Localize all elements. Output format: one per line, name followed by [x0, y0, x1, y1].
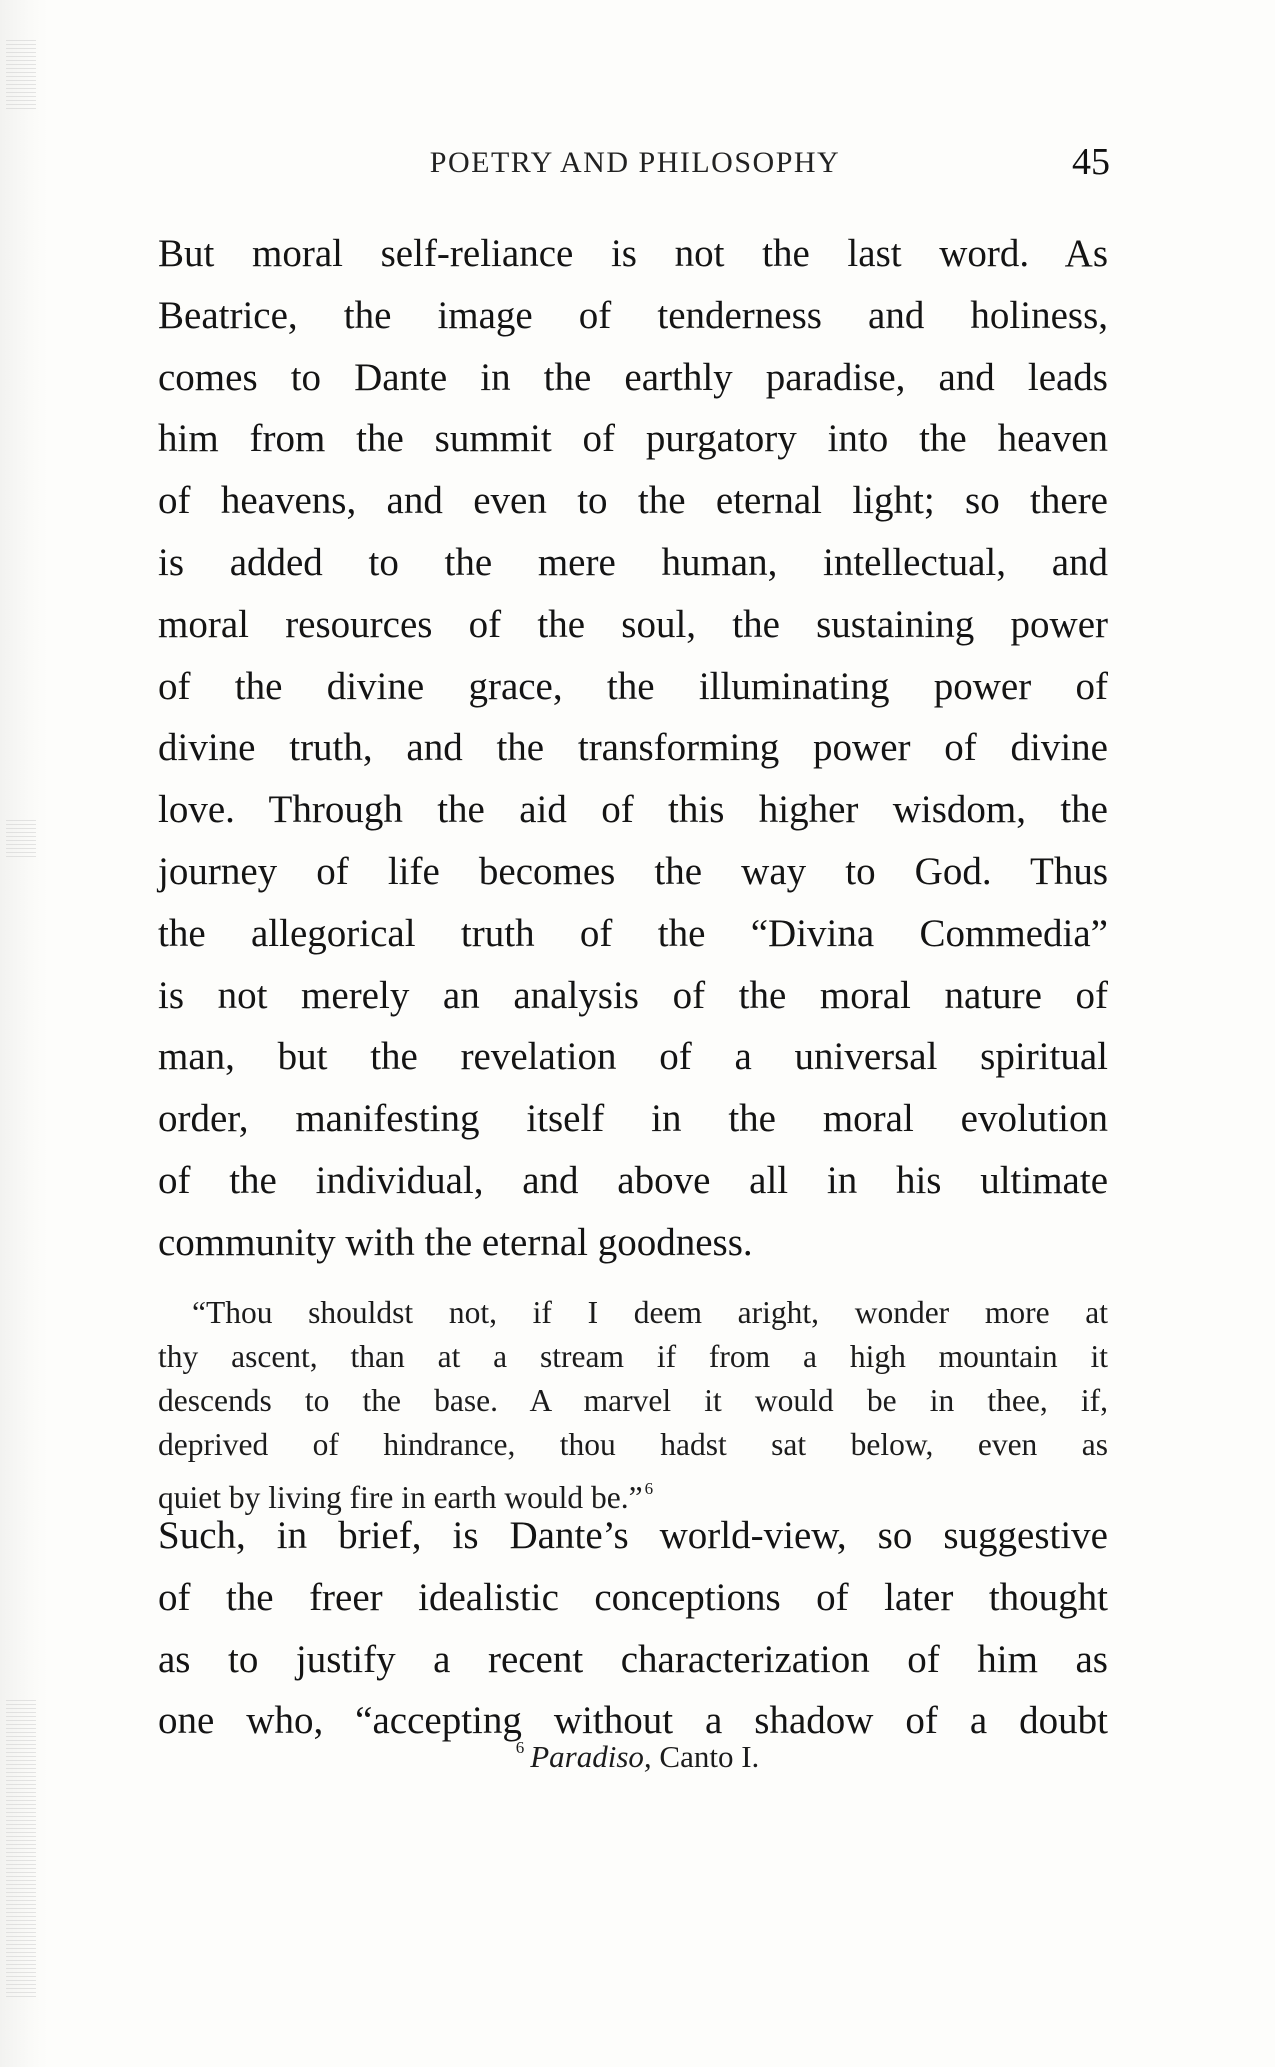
quote-line: descends to the base. A marvel it would be in thee, if, — [158, 1383, 1108, 1418]
text-line: is added to the mere human, intellectual, and — [158, 540, 1108, 584]
text-line: of the divine grace, the illuminating power of — [158, 664, 1108, 708]
text-line: of heavens, and even to the eternal light; so there — [158, 479, 1108, 523]
text-line: man, but the revelation of a universal spiritual — [158, 1035, 1108, 1079]
quote-line: “Thou shouldst not, if I deem aright, wonder more at — [192, 1295, 1108, 1330]
footnote-text: Canto I. — [651, 1739, 760, 1774]
footnote-reference: 6 — [644, 1479, 654, 1498]
quote-line: thy ascent, than at a stream if from a high mountain it — [158, 1339, 1108, 1374]
page-header — [160, 140, 1110, 200]
body-paragraph — [158, 1505, 1108, 1752]
block-quote — [158, 1291, 1108, 1520]
text-line: as to justify a recent characterization of him as — [158, 1637, 1108, 1681]
text-line: journey of life becomes the way to God. Thus — [158, 849, 1108, 893]
footnote-number: 6 — [515, 1738, 525, 1757]
running-head: POETRY AND PHILOSOPHY — [429, 146, 841, 179]
text-line: of the individual, and above all in his ultimate — [158, 1158, 1108, 1202]
quote-line-text: quiet by living fire in earth would be.” — [158, 1480, 643, 1515]
text-line: divine truth, and the transforming power of divine — [158, 726, 1108, 770]
text-line: Such, in brief, is Dante’s world-view, so suggestive — [158, 1514, 1108, 1557]
text-line: one who, “accepting without a shadow of a doubt — [158, 1699, 1108, 1743]
text-line: order, manifesting itself in the moral evolution — [158, 1097, 1108, 1141]
text-line: comes to Dante in the earthly paradise, and leads — [158, 355, 1108, 399]
text-line: But moral self-reliance is not the last word. As — [158, 232, 1108, 275]
text-line: love. Through the aid of this higher wisdom, the — [158, 788, 1108, 832]
scan-artifact — [6, 820, 36, 860]
text-line: him from the summit of purgatory into the heaven — [158, 417, 1108, 461]
footnote-title: Paradiso, — [530, 1739, 652, 1774]
scan-artifact — [6, 40, 36, 110]
text-line: moral resources of the soul, the sustaining power — [158, 602, 1108, 646]
text-line: is not merely an analysis of the moral nature of — [158, 973, 1108, 1017]
text-line: Beatrice, the image of tenderness and holiness, — [158, 293, 1108, 337]
footnote — [0, 1738, 1275, 1775]
body-paragraph — [158, 223, 1108, 1274]
page-number: 45 — [1072, 141, 1110, 183]
text-line: community with the eternal goodness. — [158, 1220, 753, 1264]
text-line: of the freer idealistic conceptions of later thought — [158, 1575, 1108, 1619]
quote-line: deprived of hindrance, thou hadst sat below, even as — [158, 1427, 1108, 1462]
text-line: the allegorical truth of the “Divina Commedia” — [158, 911, 1108, 955]
